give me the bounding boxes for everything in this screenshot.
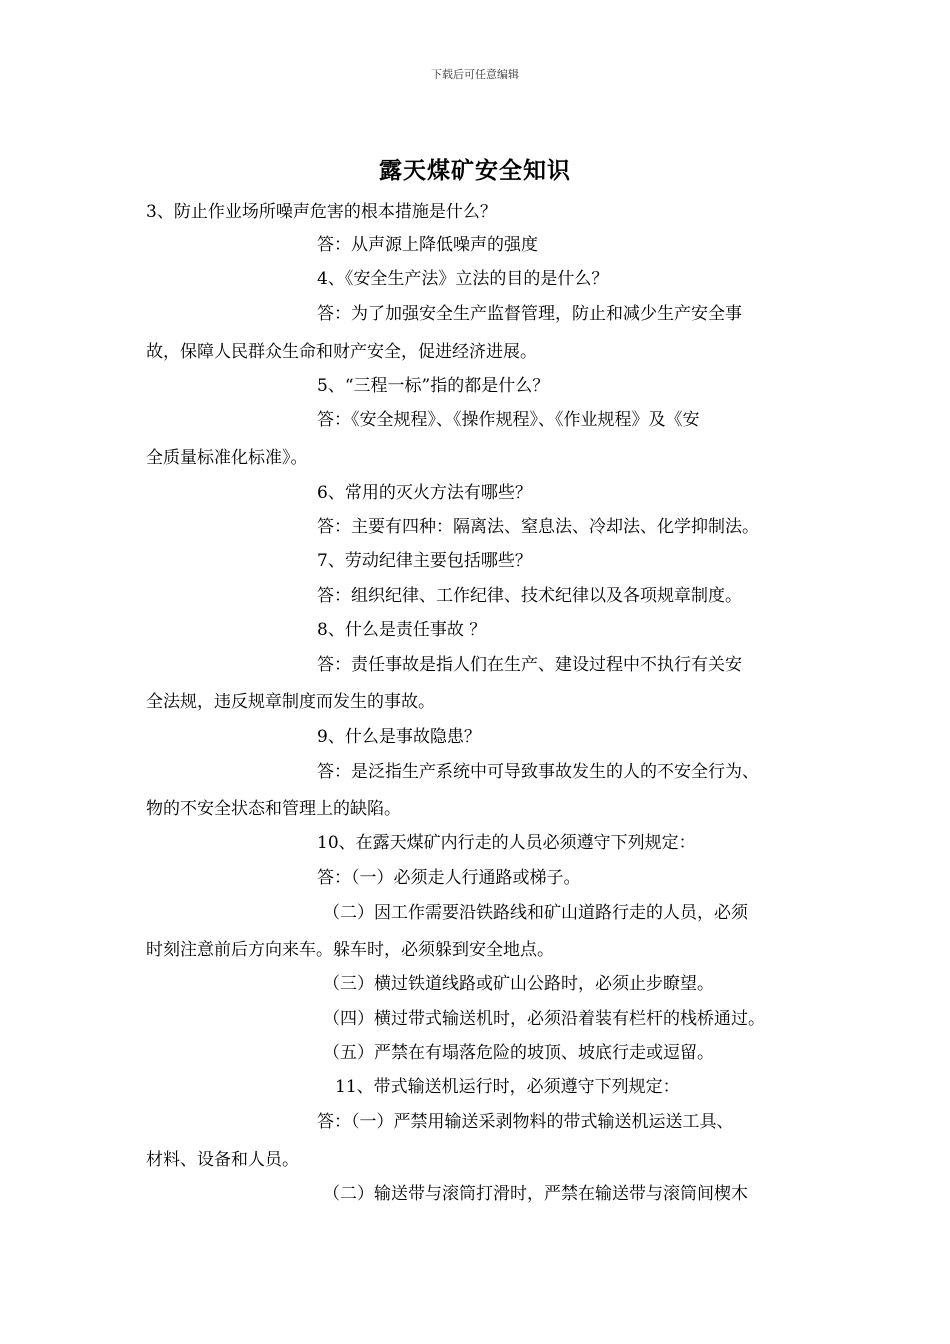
answer-4-line-2: 故，保障人民群众生命和财产安全，促进经济进展。 <box>146 342 537 362</box>
answer-10-item-5: （五）严禁在有塌落危险的坡顶、坡底行走或逗留。 <box>323 1043 714 1063</box>
answer-10-item-4: （四）横过带式输送机时，必须沿着装有栏杆的栈桥通过。 <box>323 1009 765 1029</box>
answer-9-line-2: 物的不安全状态和管理上的缺陷。 <box>146 799 401 819</box>
question-4: 4、《安全生产法》立法的目的是什么？ <box>317 269 609 289</box>
answer-7: 答：组织纪律、工作纪律、技术纪律以及各项规章制度。 <box>317 586 742 606</box>
question-8: 8、什么是责任事故 ？ <box>317 620 487 640</box>
question-9: 9、什么是事故隐患？ <box>317 727 481 747</box>
answer-9-line-1: 答：是泛指生产系统中可导致事故发生的人的不安全行为、 <box>317 762 759 782</box>
answer-4-line-1: 答：为了加强安全生产监督管理，防止和减少生产安全事 <box>317 304 742 324</box>
question-3: 3、防止作业场所噪声危害的根本措施是什么？ <box>146 202 497 222</box>
document-title: 露天煤矿安全知识 <box>379 157 571 184</box>
question-7: 7、劳动纪律主要包括哪些？ <box>317 551 532 571</box>
answer-5-line-2: 全质量标准化标准》。 <box>146 448 308 468</box>
answer-11-item-1-line-2: 材料、设备和人员。 <box>146 1150 299 1170</box>
answer-3: 答：从声源上降低噪声的强度 <box>317 235 538 255</box>
answer-10-item-3: （三）横过铁道线路或矿山公路时，必须止步瞭望。 <box>323 974 714 994</box>
answer-10-item-2-line-1: （二）因工作需要沿铁路线和矿山道路行走的人员，必须 <box>323 903 748 923</box>
question-6: 6、常用的灭火方法有哪些？ <box>317 483 532 503</box>
question-11: 11、带式输送机运行时，必须遵守下列规定： <box>335 1077 680 1097</box>
header-note: 下载后可任意编辑 <box>431 68 519 81</box>
answer-8-line-1: 答：责任事故是指人们在生产、建设过程中不执行有关安 <box>317 655 742 675</box>
question-10: 10、在露天煤矿内行走的人员必须遵守下列规定： <box>317 833 696 853</box>
answer-6: 答：主要有四种：隔离法、窒息法、冷却法、化学抑制法。 <box>317 517 759 537</box>
question-5: 5、“三程一标”指的都是什么？ <box>317 376 550 396</box>
answer-8-line-2: 全法规，违反规章制度而发生的事故。 <box>146 692 435 712</box>
answer-10-item-2-line-2: 时刻注意前后方向来车。躲车时，必须躲到安全地点。 <box>146 940 554 960</box>
answer-11-item-1-line-1: 答：（一）严禁用输送采剥物料的带式输送机运送工具、 <box>317 1112 734 1132</box>
answer-10-item-1: 答：（一）必须走人行通路或梯子。 <box>317 868 581 888</box>
answer-5-line-1: 答：《安全规程》、《操作规程》、《作业规程》及《安 <box>317 410 700 430</box>
answer-11-item-2-line-1: （二）输送带与滚筒打滑时，严禁在输送带与滚筒间楔木 <box>323 1184 748 1204</box>
